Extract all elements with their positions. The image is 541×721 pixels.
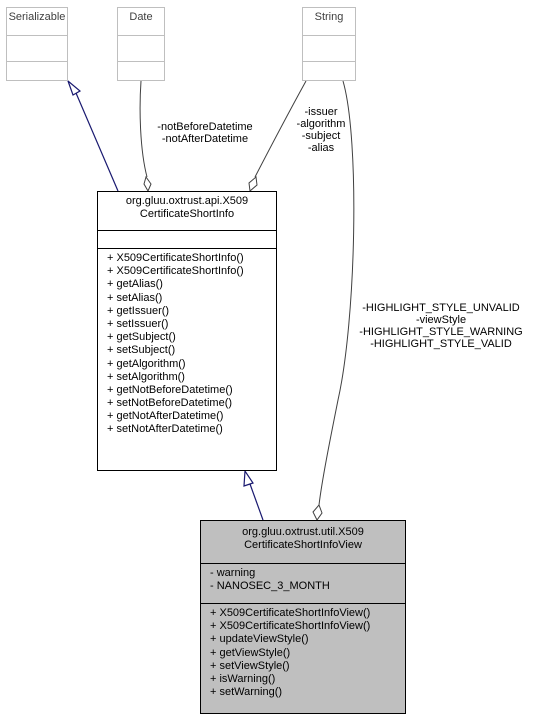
class-string-name: String — [314, 11, 344, 23]
edge-label-viewstyle: -viewStyle — [415, 314, 467, 326]
method-get-alias: + getAlias() — [107, 278, 163, 291]
method-set-issuer: + setIssuer() — [107, 317, 169, 330]
edge-label-highlight-unvalid: -HIGHLIGHT_STYLE_UNVALID — [362, 302, 520, 314]
edge-label-string-shortinfo — [286, 106, 356, 154]
class-view-attributes — [201, 563, 405, 603]
class-view-name-line2: CertificateShortInfoView — [244, 539, 362, 551]
class-date-name: Date — [129, 11, 153, 23]
edge-label-issuer: -issuer — [304, 106, 338, 118]
method-get-view-style: + getViewStyle() — [210, 646, 291, 659]
class-shortinfo-methods — [98, 248, 276, 437]
method-is-warning: + isWarning() — [210, 672, 276, 685]
edge-label-highlight-warning: -HIGHLIGHT_STYLE_WARNING — [359, 326, 523, 338]
class-view-name-line1: org.gluu.oxtrust.util.X509 — [242, 526, 364, 538]
class-x509-certificate-short-info[interactable] — [97, 191, 277, 471]
attribute-warning: - warning — [210, 567, 256, 579]
class-shortinfo-name-line1: org.gluu.oxtrust.api.X509 — [125, 195, 249, 207]
aggregation-diamond-view — [313, 505, 322, 520]
method-get-subject: + getSubject() — [107, 331, 176, 344]
class-view-name — [201, 521, 405, 563]
attribute-nanosec-3-month: - NANOSEC_3_MONTH — [210, 580, 330, 593]
edge-label-string-view — [343, 302, 539, 350]
method-get-not-before-datetime: + getNotBeforeDatetime() — [107, 383, 233, 396]
method-set-view-style: + setViewStyle() — [210, 659, 290, 672]
edge-label-subject: -subject — [301, 130, 341, 142]
method-set-algorithm: + setAlgorithm() — [107, 370, 185, 383]
method-set-warning: + setWarning() — [210, 686, 283, 699]
class-string-attributes — [303, 35, 355, 61]
method-set-not-after-datetime: + setNotAfterDatetime() — [107, 423, 223, 436]
edge-label-highlight-valid: -HIGHLIGHT_STYLE_VALID — [370, 338, 512, 350]
class-date[interactable] — [117, 7, 165, 81]
class-date-methods — [118, 61, 164, 81]
class-shortinfo-name — [98, 192, 276, 230]
method-constructor: + X509CertificateShortInfo() — [107, 252, 244, 264]
inheritance-arrowhead-shortinfo — [244, 471, 253, 486]
method-constructor: + X509CertificateShortInfo() — [107, 265, 244, 278]
aggregation-diamond-string-shortinfo — [249, 177, 257, 191]
class-serializable-attributes — [7, 35, 67, 61]
edge-label-algorithm: -algorithm — [296, 118, 346, 130]
method-view-constructor: + X509CertificateShortInfoView() — [210, 607, 371, 619]
class-serializable-name: Serializable — [8, 11, 66, 23]
method-view-constructor: + X509CertificateShortInfoView() — [210, 620, 371, 633]
inheritance-edge-shortinfo-serializable — [76, 93, 118, 191]
edge-label-date-shortinfo — [145, 121, 265, 145]
method-update-view-style: + updateViewStyle() — [210, 633, 309, 646]
class-string-methods — [303, 61, 355, 81]
inheritance-edge-view-shortinfo — [250, 484, 263, 520]
class-shortinfo-name-line2: CertificateShortInfo — [139, 208, 235, 220]
method-get-algorithm: + getAlgorithm() — [107, 357, 186, 370]
inheritance-arrowhead-serializable — [68, 81, 80, 95]
method-set-subject: + setSubject() — [107, 344, 176, 357]
method-set-alias: + setAlias() — [107, 291, 163, 304]
method-get-not-after-datetime: + getNotAfterDatetime() — [107, 410, 224, 423]
class-view-methods — [201, 603, 405, 699]
class-shortinfo-attributes — [98, 230, 276, 248]
class-string[interactable] — [302, 7, 356, 81]
method-set-not-before-datetime: + setNotBeforeDatetime() — [107, 397, 233, 410]
edge-label-notbefore: -notBeforeDatetime — [157, 121, 253, 133]
class-x509-certificate-short-info-view[interactable] — [200, 520, 406, 714]
edge-label-alias: -alias — [307, 142, 335, 154]
method-get-issuer: + getIssuer() — [107, 304, 170, 317]
edge-label-notafter: -notAfterDatetime — [161, 133, 249, 145]
class-date-attributes — [118, 35, 164, 61]
class-serializable-methods — [7, 61, 67, 81]
class-serializable[interactable] — [6, 7, 68, 81]
aggregation-diamond-date — [144, 177, 151, 191]
